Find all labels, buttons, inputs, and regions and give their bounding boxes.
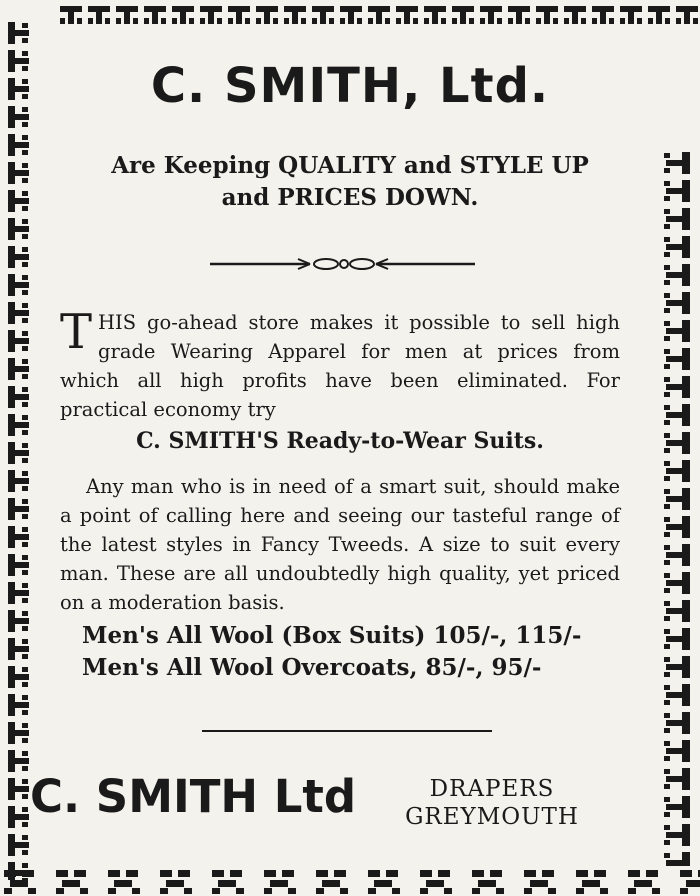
footer-trade: DRAPERS — [429, 776, 555, 802]
intro-paragraph — [60, 304, 620, 424]
price-line-overcoats: Men's All Wool Overcoats, 85/-, 95/- — [82, 654, 542, 681]
section-rule — [202, 730, 492, 732]
drop-cap: T — [60, 304, 93, 360]
intro-paragraph-text: HIS go-ahead store makes it possible to sell high grade Wearing Apparel for men at prices from which all high profits have been eliminated. For practical economy try — [60, 311, 620, 421]
advert-title: C. SMITH, Ltd. — [150, 58, 550, 114]
border-left — [2, 20, 38, 880]
slogan-line-1: Are Keeping QUALITY and STYLE UP — [111, 152, 589, 179]
scroll-divider-ornament-icon — [210, 250, 475, 278]
footer-location: GREYMOUTH — [405, 804, 579, 830]
price-line-suits: Men's All Wool (Box Suits) 105/-, 115/- — [82, 622, 582, 649]
slogan-line-2: and PRICES DOWN. — [221, 184, 479, 211]
footer-store-name: C. SMITH Ltd — [30, 770, 357, 823]
advert-slogan — [60, 150, 640, 214]
border-bottom — [0, 866, 700, 896]
border-top — [58, 2, 698, 28]
suits-paragraph: Any man who is in need of a smart suit, should make a point of calling here and seeing our tasteful range of the latest styles in Fancy Tweeds. A size to suit every man. These are all undoubtedly high quality, yet priced on a moderation basis. — [60, 475, 620, 614]
suits-subheading: C. SMITH'S Ready-to-Wear Suits. — [136, 428, 544, 454]
border-right — [654, 150, 700, 866]
